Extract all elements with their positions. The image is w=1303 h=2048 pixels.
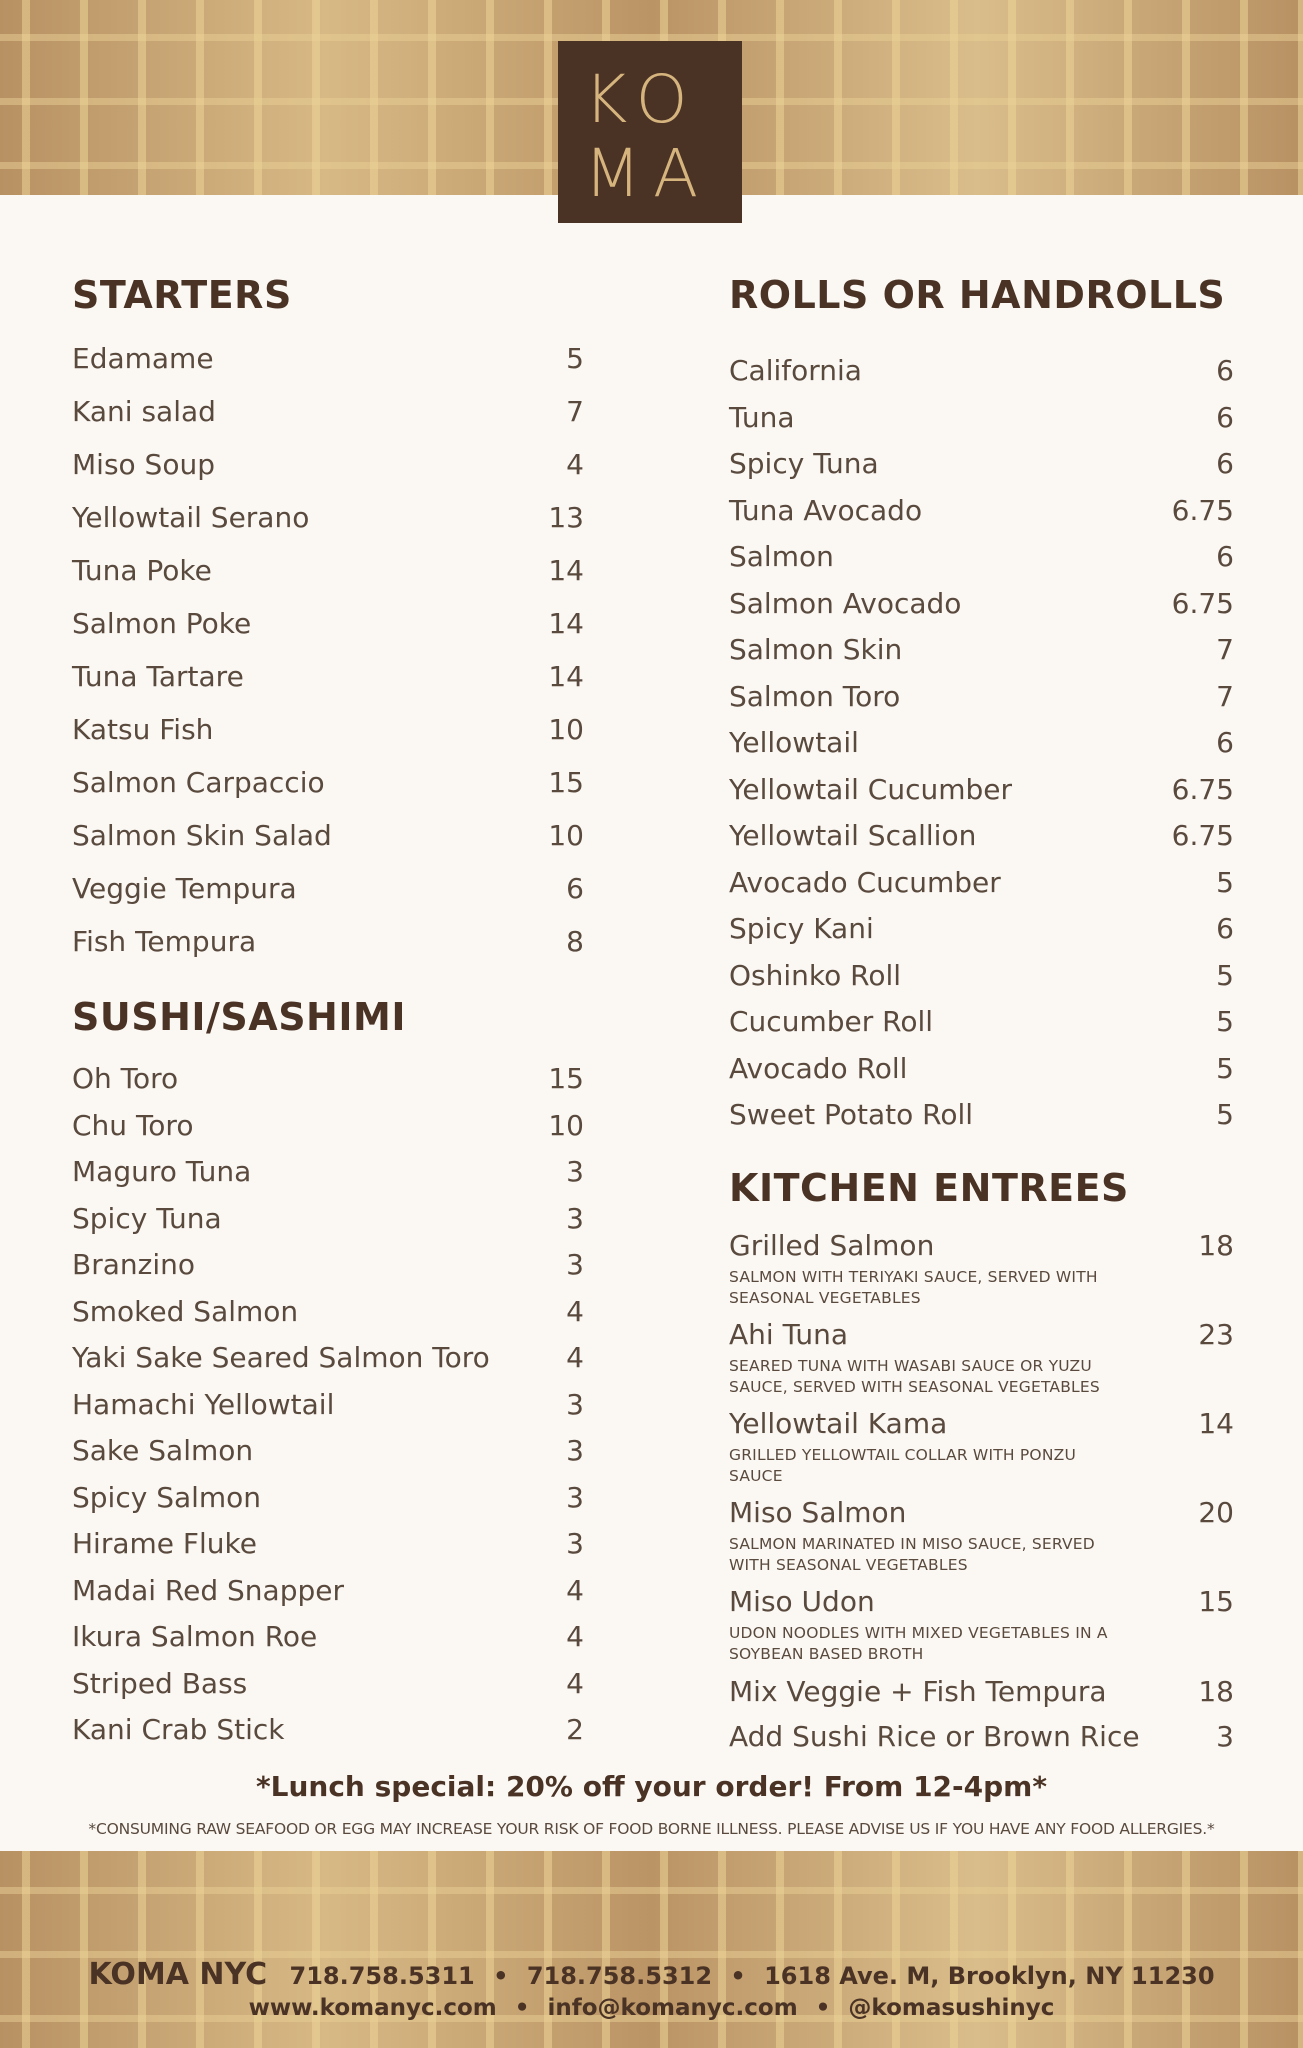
menu-item-price: 3 xyxy=(566,1434,584,1467)
koma-logo xyxy=(558,41,742,223)
menu-item-name: Spicy Kani xyxy=(729,912,874,945)
menu-item-price: 15 xyxy=(548,1062,584,1095)
menu-item-name: Salmon Poke xyxy=(72,607,252,640)
menu-item-name: Yellowtail Cucumber xyxy=(729,772,1013,806)
menu-item-price: 5 xyxy=(1216,1098,1234,1131)
menu-item-name: Yellowtail Kama xyxy=(729,1407,948,1440)
allergy-disclaimer: *CONSUMING RAW SEAFOOD OR EGG MAY INCREASE YOUR RISK OF FOOD BORNE ILLNESS. PLEASE ADVISE US IF YOU HAVE ANY FOOD ALLERGIES.* xyxy=(88,1820,1215,1838)
menu-item-name: Cucumber Roll xyxy=(729,1005,934,1038)
menu-item-name: Salmon Carpaccio xyxy=(72,766,325,799)
menu-item-price: 15 xyxy=(548,766,584,799)
menu-item-price: 23 xyxy=(1198,1318,1234,1351)
footer-address: 1618 Ave. M, Brooklyn, NY 11230 xyxy=(764,1962,1215,1990)
menu-item-price: 5 xyxy=(566,342,584,375)
footer-separator: • xyxy=(815,1995,831,2021)
menu-item-price: 7 xyxy=(1216,679,1234,713)
menu-item-price: 6.75 xyxy=(1171,493,1234,527)
menu-item-price: 6.75 xyxy=(1171,819,1234,852)
menu-item-price: 6 xyxy=(566,872,584,905)
menu-item-name: Sake Salmon xyxy=(72,1434,254,1467)
menu-item-price: 10 xyxy=(548,819,584,852)
footer-email-link[interactable]: info@komanyc.com xyxy=(547,1995,798,2021)
menu-item-name: Salmon Toro xyxy=(729,679,901,713)
menu-item-description: SEARED TUNA WITH WASABI SAUCE OR YUZU SAUCE, SERVED WITH SEASONAL VEGETABLES xyxy=(729,1357,1100,1396)
menu-item-description: SALMON WITH TERIYAKI SAUCE, SERVED WITH SEASONAL VEGETABLES xyxy=(729,1268,1098,1307)
menu-item-name: Tuna Poke xyxy=(72,554,212,587)
menu-item-price: 5 xyxy=(1216,865,1234,899)
menu-item-price: 18 xyxy=(1198,1675,1234,1708)
menu-item-price: 13 xyxy=(548,501,584,534)
menu-item-name: Spicy Tuna xyxy=(72,1201,222,1235)
menu-item-name: Grilled Salmon xyxy=(729,1229,935,1262)
menu-item-name: Hamachi Yellowtail xyxy=(72,1387,335,1421)
menu-item-name: Branzino xyxy=(72,1248,195,1281)
menu-item-name: Katsu Fish xyxy=(72,713,214,746)
menu-item-name: Edamame xyxy=(72,342,214,375)
menu-item-name: Kani Crab Stick xyxy=(72,1713,285,1746)
menu-item-price: 6 xyxy=(1216,540,1234,573)
right-column xyxy=(729,0,1234,1760)
menu-item-price: 14 xyxy=(548,660,584,693)
menu-item-price: 3 xyxy=(566,1387,584,1421)
footer-separator: • xyxy=(514,1995,530,2021)
menu-item-price: 7 xyxy=(1216,633,1234,666)
menu-item-name: Veggie Tempura xyxy=(72,872,297,905)
menu-item-description: UDON NOODLES WITH MIXED VEGETABLES IN A SOYBEAN BASED BROTH xyxy=(729,1624,1108,1663)
menu-item-name: Tuna Avocado xyxy=(729,493,923,527)
logo-line-1: KO xyxy=(584,61,700,138)
menu-item-price: 10 xyxy=(548,1108,584,1142)
menu-item-name: Mix Veggie + Fish Tempura xyxy=(729,1675,1107,1708)
sushi-sashimi-title: SUSHI/SASHIMI xyxy=(72,995,406,1039)
rolls-title: ROLLS OR HANDROLLS xyxy=(729,273,1226,317)
menu-item-description: GRILLED YELLOWTAIL COLLAR WITH PONZU SAUCE xyxy=(729,1446,1076,1485)
menu-item-price: 6 xyxy=(1216,912,1234,945)
footer-separator: • xyxy=(730,1962,746,1990)
menu-item-name: Oshinko Roll xyxy=(729,958,902,992)
menu-item-price: 8 xyxy=(566,925,584,958)
menu-item-price: 20 xyxy=(1198,1496,1234,1529)
menu-item-price: 5 xyxy=(1216,1005,1234,1038)
footer-phone-2[interactable]: 718.758.5312 xyxy=(526,1962,713,1990)
menu-item-name: Avocado Cucumber xyxy=(729,865,1001,899)
footer-brand: KOMA NYC xyxy=(88,1957,268,1992)
menu-item-name: Spicy Tuna xyxy=(729,447,879,480)
menu-item-price: 5 xyxy=(1216,1051,1234,1085)
menu-item-name: Maguro Tuna xyxy=(72,1155,252,1188)
footer-contact-line xyxy=(0,1957,1303,1992)
menu-item-price: 4 xyxy=(566,1666,584,1700)
footer-separator: • xyxy=(493,1962,509,1990)
menu-item-price: 4 xyxy=(566,1620,584,1653)
menu-item-price: 10 xyxy=(548,713,584,746)
menu-item-name: Yellowtail Scallion xyxy=(729,819,977,852)
menu-item-name: Yellowtail xyxy=(729,726,859,759)
menu-item-name: Salmon Skin Salad xyxy=(72,819,332,852)
menu-item-name: Sweet Potato Roll xyxy=(729,1098,974,1131)
starters-title: STARTERS xyxy=(72,273,292,317)
menu-item-price: 4 xyxy=(566,448,584,481)
footer-social-handle[interactable]: @komasushinyc xyxy=(848,1995,1055,2021)
menu-item-name: Madai Red Snapper xyxy=(72,1573,344,1607)
menu-item-price: 4 xyxy=(566,1294,584,1328)
menu-item-name: Spicy Salmon xyxy=(72,1480,262,1514)
menu-item-name: Striped Bass xyxy=(72,1666,248,1700)
menu-item-name: Hirame Fluke xyxy=(72,1527,257,1560)
menu-item-name: Salmon Skin xyxy=(729,633,903,666)
menu-item-price: 14 xyxy=(548,607,584,640)
menu-item-description: SALMON MARINATED IN MISO SAUCE, SERVED WITH SEASONAL VEGETABLES xyxy=(729,1535,1095,1574)
menu-item-price: 15 xyxy=(1198,1585,1234,1618)
menu-item-name: Miso Soup xyxy=(72,448,215,481)
logo-line-2: MA xyxy=(584,135,711,212)
menu-item-name: Yaki Sake Seared Salmon Toro xyxy=(72,1341,490,1374)
menu-item-price: 2 xyxy=(566,1713,584,1746)
kitchen-entrees-title: KITCHEN ENTREES xyxy=(729,1166,1129,1210)
menu-item-price: 3 xyxy=(566,1155,584,1188)
footer-phone-1[interactable]: 718.758.5311 xyxy=(289,1962,475,1990)
menu-item-name: Ikura Salmon Roe xyxy=(72,1620,318,1653)
footer-web-line xyxy=(0,1995,1303,2021)
menu-item-price: 14 xyxy=(548,554,584,587)
menu-item-price: 6 xyxy=(1216,726,1234,759)
menu-item-name: Tuna Tartare xyxy=(72,660,244,693)
menu-item-name: Ahi Tuna xyxy=(729,1318,849,1351)
menu-item-price: 3 xyxy=(566,1201,584,1235)
menu-item-price: 7 xyxy=(566,395,584,428)
menu-item-price: 6 xyxy=(1216,354,1234,387)
menu-item-name: Smoked Salmon xyxy=(72,1294,299,1328)
menu-item-price: 3 xyxy=(1216,1720,1234,1753)
menu-item-name: Fish Tempura xyxy=(72,925,257,958)
menu-item-price: 6.75 xyxy=(1171,586,1234,620)
menu-item-name: Salmon Avocado xyxy=(729,586,962,620)
menu-item-name: Yellowtail Serano xyxy=(72,501,310,534)
menu-item-name: Salmon xyxy=(729,540,834,573)
menu-item-price: 14 xyxy=(1198,1407,1234,1440)
menu-item-name: Avocado Roll xyxy=(729,1051,908,1085)
menu-item-price: 6 xyxy=(1216,447,1234,480)
menu-item-price: 4 xyxy=(566,1573,584,1607)
menu-item-name: Add Sushi Rice or Brown Rice xyxy=(729,1720,1140,1753)
menu-item-price: 4 xyxy=(566,1341,584,1374)
left-column xyxy=(72,0,584,1760)
menu-item-name: California xyxy=(729,354,862,387)
menu-item-price: 18 xyxy=(1198,1229,1234,1262)
lunch-special: *Lunch special: 20% off your order! From 12-4pm* xyxy=(255,1770,1047,1803)
menu-item-price: 5 xyxy=(1216,958,1234,992)
menu-item-name: Tuna xyxy=(729,400,795,434)
menu-item-price: 3 xyxy=(566,1480,584,1514)
menu-item-name: Miso Salmon xyxy=(729,1496,907,1529)
menu-item-price: 3 xyxy=(566,1527,584,1560)
menu-item-price: 6 xyxy=(1216,400,1234,434)
menu-item-name: Miso Udon xyxy=(729,1585,875,1618)
menu-item-name: Chu Toro xyxy=(72,1108,194,1142)
footer-website-link[interactable]: www.komanyc.com xyxy=(248,1995,497,2021)
menu-item-name: Kani salad xyxy=(72,395,216,428)
menu-item-price: 6.75 xyxy=(1171,772,1234,806)
menu-item-price: 3 xyxy=(566,1248,584,1281)
menu-item-name: Oh Toro xyxy=(72,1062,179,1095)
